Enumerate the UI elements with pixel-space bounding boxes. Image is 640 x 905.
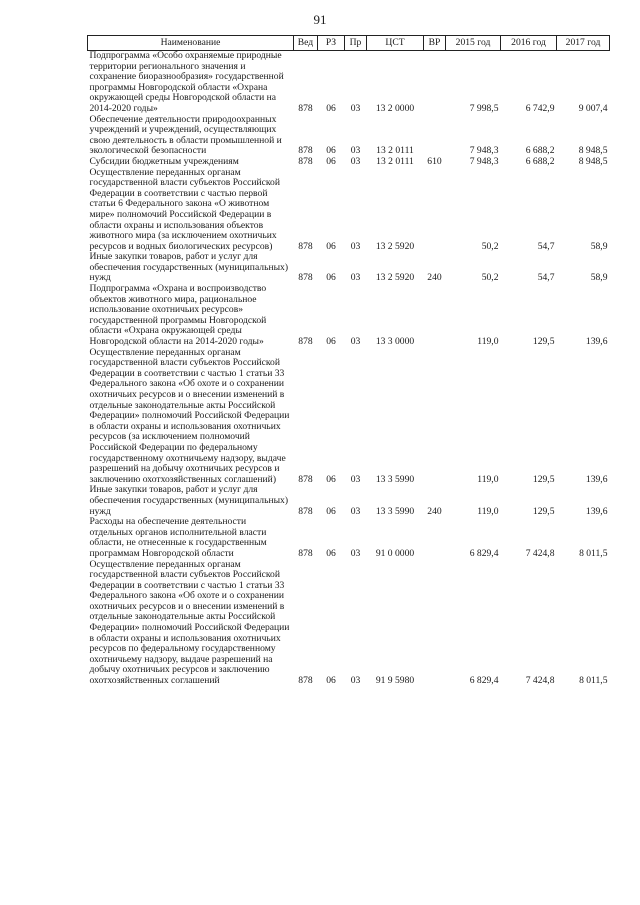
cell-pr: 03: [350, 155, 361, 167]
cell-rz: 06: [326, 336, 336, 348]
header-2016: 2016 год: [501, 36, 557, 51]
cell-2016: 7 424,8: [525, 675, 555, 687]
header-vr: ВР: [424, 36, 446, 51]
cell-vr: [424, 348, 446, 486]
cell-2017: 9 007,4: [578, 102, 608, 114]
cell-2015: 7 948,3: [469, 155, 499, 167]
cell-2016: 129,5: [532, 473, 555, 485]
cell-name: Субсидии бюджетным учреждениям: [89, 155, 239, 167]
cell-2015: 50,2: [481, 272, 499, 284]
cell-pr: 03: [350, 102, 361, 114]
table-row: [88, 485, 610, 517]
cell-name: Подпрограмма «Особо охраняемые природные территории регионального значения и сохранение биоразнообразия» государственной программы Новгородской области «Охрана окружающей среды Новгородской области на 2014-2020 годы»: [89, 50, 284, 114]
cell-vr: [424, 115, 446, 157]
table-row: [88, 284, 610, 348]
cell-2015: 7 948,3: [469, 145, 499, 157]
cell-vr: [424, 284, 446, 348]
table-row: [88, 560, 610, 687]
cell-pr: 03: [350, 336, 361, 348]
table-row: [88, 517, 610, 559]
cell-2017: 8 011,5: [579, 547, 608, 559]
table-header-row: [88, 36, 610, 51]
cell-pr: 03: [350, 505, 361, 517]
cell-2016: 54,7: [537, 240, 555, 252]
cell-2015: 7 998,5: [469, 102, 499, 114]
cell-rz: 06: [326, 240, 336, 252]
cell-rz: 06: [326, 102, 336, 114]
cell-ved: 878: [298, 240, 313, 252]
cell-name: Иные закупки товаров, работ и услуг для обеспечения государственных (муниципальных) нужд: [89, 484, 289, 517]
cell-rz: 06: [326, 155, 336, 167]
cell-2017: 8 011,5: [579, 675, 608, 687]
cell-2017: 139,6: [585, 473, 608, 485]
cell-name: Обеспечение деятельности природоохранных учреждений и учреждений, осуществляющих свою деятельность в области промышленной и экологической безопасности: [89, 113, 282, 157]
cell-2016: 129,5: [532, 505, 555, 517]
header-2017: 2017 год: [557, 36, 610, 51]
cell-pr: 03: [350, 240, 361, 252]
cell-pr: 03: [350, 473, 361, 485]
cell-2015: 6 829,4: [469, 547, 499, 559]
cell-name: Подпрограмма «Охрана и воспроизводство объектов животного мира, рациональное использование охотничьих ресурсов» государственной программы Новгородской области «Охрана окружающей среды Новгородской области на 2014-2020 годы»: [89, 283, 267, 348]
cell-2017: 8 948,5: [578, 145, 608, 157]
cell-2016: 6 688,2: [525, 145, 555, 157]
cell-rz: 06: [326, 473, 336, 485]
cell-name: Осуществление переданных органам государственной власти субъектов Российской Федерации в соответствии с частью первой статьи 6 Федерального закона «О животном мире» полномочий Российской Федерации в области охраны и использования объектов животного мира (за исключением охотничьих ресурсов и водных биологических ресурсов): [89, 166, 280, 252]
cell-2015: 50,2: [481, 240, 499, 252]
cell-rz: 06: [326, 675, 336, 687]
cell-cst: 91 9 5980: [375, 675, 415, 687]
cell-2015: 119,0: [477, 336, 499, 348]
cell-cst: 13 2 0111: [376, 145, 414, 157]
cell-ved: 878: [298, 675, 313, 687]
table-body: [88, 51, 610, 687]
cell-cst: 13 2 5920: [375, 272, 415, 284]
cell-2015: 6 829,4: [469, 675, 499, 687]
header-name: Наименование: [88, 36, 294, 51]
cell-2016: 7 424,8: [525, 547, 555, 559]
cell-cst: 91 0 0000: [375, 547, 415, 559]
cell-2016: 129,5: [532, 336, 555, 348]
cell-vr: [424, 560, 446, 687]
cell-rz: 06: [326, 547, 336, 559]
cell-2017: 58,9: [590, 240, 608, 252]
cell-pr: 03: [350, 675, 361, 687]
cell-2017: 139,6: [585, 505, 608, 517]
cell-2017: 58,9: [590, 272, 608, 284]
table-row: [88, 157, 610, 168]
cell-ved: 878: [298, 102, 313, 114]
cell-2016: 6 688,2: [525, 155, 555, 167]
header-rz: РЗ: [318, 36, 345, 51]
cell-2016: 6 742,9: [525, 102, 555, 114]
cell-cst: 13 2 0111: [376, 155, 414, 167]
cell-vr: 240: [427, 505, 442, 517]
table-row: [88, 51, 610, 115]
cell-2017: 8 948,5: [578, 155, 608, 167]
cell-ved: 878: [298, 145, 313, 157]
cell-name: Осуществление переданных органам государственной власти субъектов Российской Федерации в соответствии с частью 1 статьи 33 Федерального закона «Об охоте и о сохранении охотничьих ресурсов и о внесении изменений в отдельные законодательные акты Российской Федерации» полномочий Российской Федерации в области охраны и использования охотничьих ресурсов (за исключением полномочий Российской Федерации по федеральному государственному охотничьему надзору, выдаче разрешений на добычу охотничьих ресурсов и заключению охотхозяйственных соглашений): [89, 346, 290, 485]
header-2015: 2015 год: [446, 36, 501, 51]
cell-name: Расходы на обеспечение деятельности отдельных органов исполнительной власти области, не отнесенные к государственным программам Новгородской области: [89, 516, 267, 559]
cell-ved: 878: [298, 155, 313, 167]
cell-pr: 03: [350, 145, 361, 157]
table-row: [88, 115, 610, 157]
cell-ved: 878: [298, 547, 313, 559]
cell-cst: 13 3 5990: [375, 473, 415, 485]
cell-cst: 13 3 5990: [375, 505, 415, 517]
cell-pr: 03: [350, 547, 361, 559]
table-row: [88, 252, 610, 284]
cell-cst: 13 2 5920: [375, 240, 415, 252]
cell-cst: 13 3 0000: [375, 336, 415, 348]
cell-pr: 03: [350, 272, 361, 284]
page-number: 91: [313, 12, 327, 27]
cell-2015: 119,0: [477, 473, 499, 485]
header-ved: Вед: [294, 36, 318, 51]
cell-rz: 06: [326, 505, 336, 517]
cell-vr: [424, 517, 446, 559]
cell-name: Осуществление переданных органам государственной власти субъектов Российской Федерации в соответствии с частью 1 статьи 33 Федерального закона «Об охоте и о сохранении охотничьих ресурсов и о внесении изменений в отдельные законодательные акты Российской Федерации» полномочий Российской Федерации в области охраны и использования охотничьих ресурсов по федеральному государственному охотничьему надзору, выдаче разрешений на добычу охотничьих ресурсов и заключению охотхозяйственных соглашений: [89, 558, 290, 687]
budget-table: [87, 35, 610, 687]
cell-ved: 878: [298, 272, 313, 284]
cell-ved: 878: [298, 336, 313, 348]
cell-2016: 54,7: [537, 272, 555, 284]
cell-cst: 13 2 0000: [375, 102, 415, 114]
cell-ved: 878: [298, 473, 313, 485]
cell-ved: 878: [298, 505, 313, 517]
cell-name: Иные закупки товаров, работ и услуг для обеспечения государственных (муниципальных) нужд: [89, 251, 289, 284]
cell-vr: [424, 51, 446, 115]
cell-rz: 06: [326, 145, 336, 157]
cell-2015: 119,0: [477, 505, 499, 517]
table-row: [88, 348, 610, 486]
table-row: [88, 168, 610, 253]
cell-vr: 240: [427, 272, 442, 284]
header-cst: ЦСТ: [367, 36, 424, 51]
header-pr: Пр: [345, 36, 367, 51]
cell-2017: 139,6: [585, 336, 608, 348]
cell-rz: 06: [326, 272, 336, 284]
cell-vr: [424, 168, 446, 253]
cell-vr: 610: [427, 155, 442, 167]
